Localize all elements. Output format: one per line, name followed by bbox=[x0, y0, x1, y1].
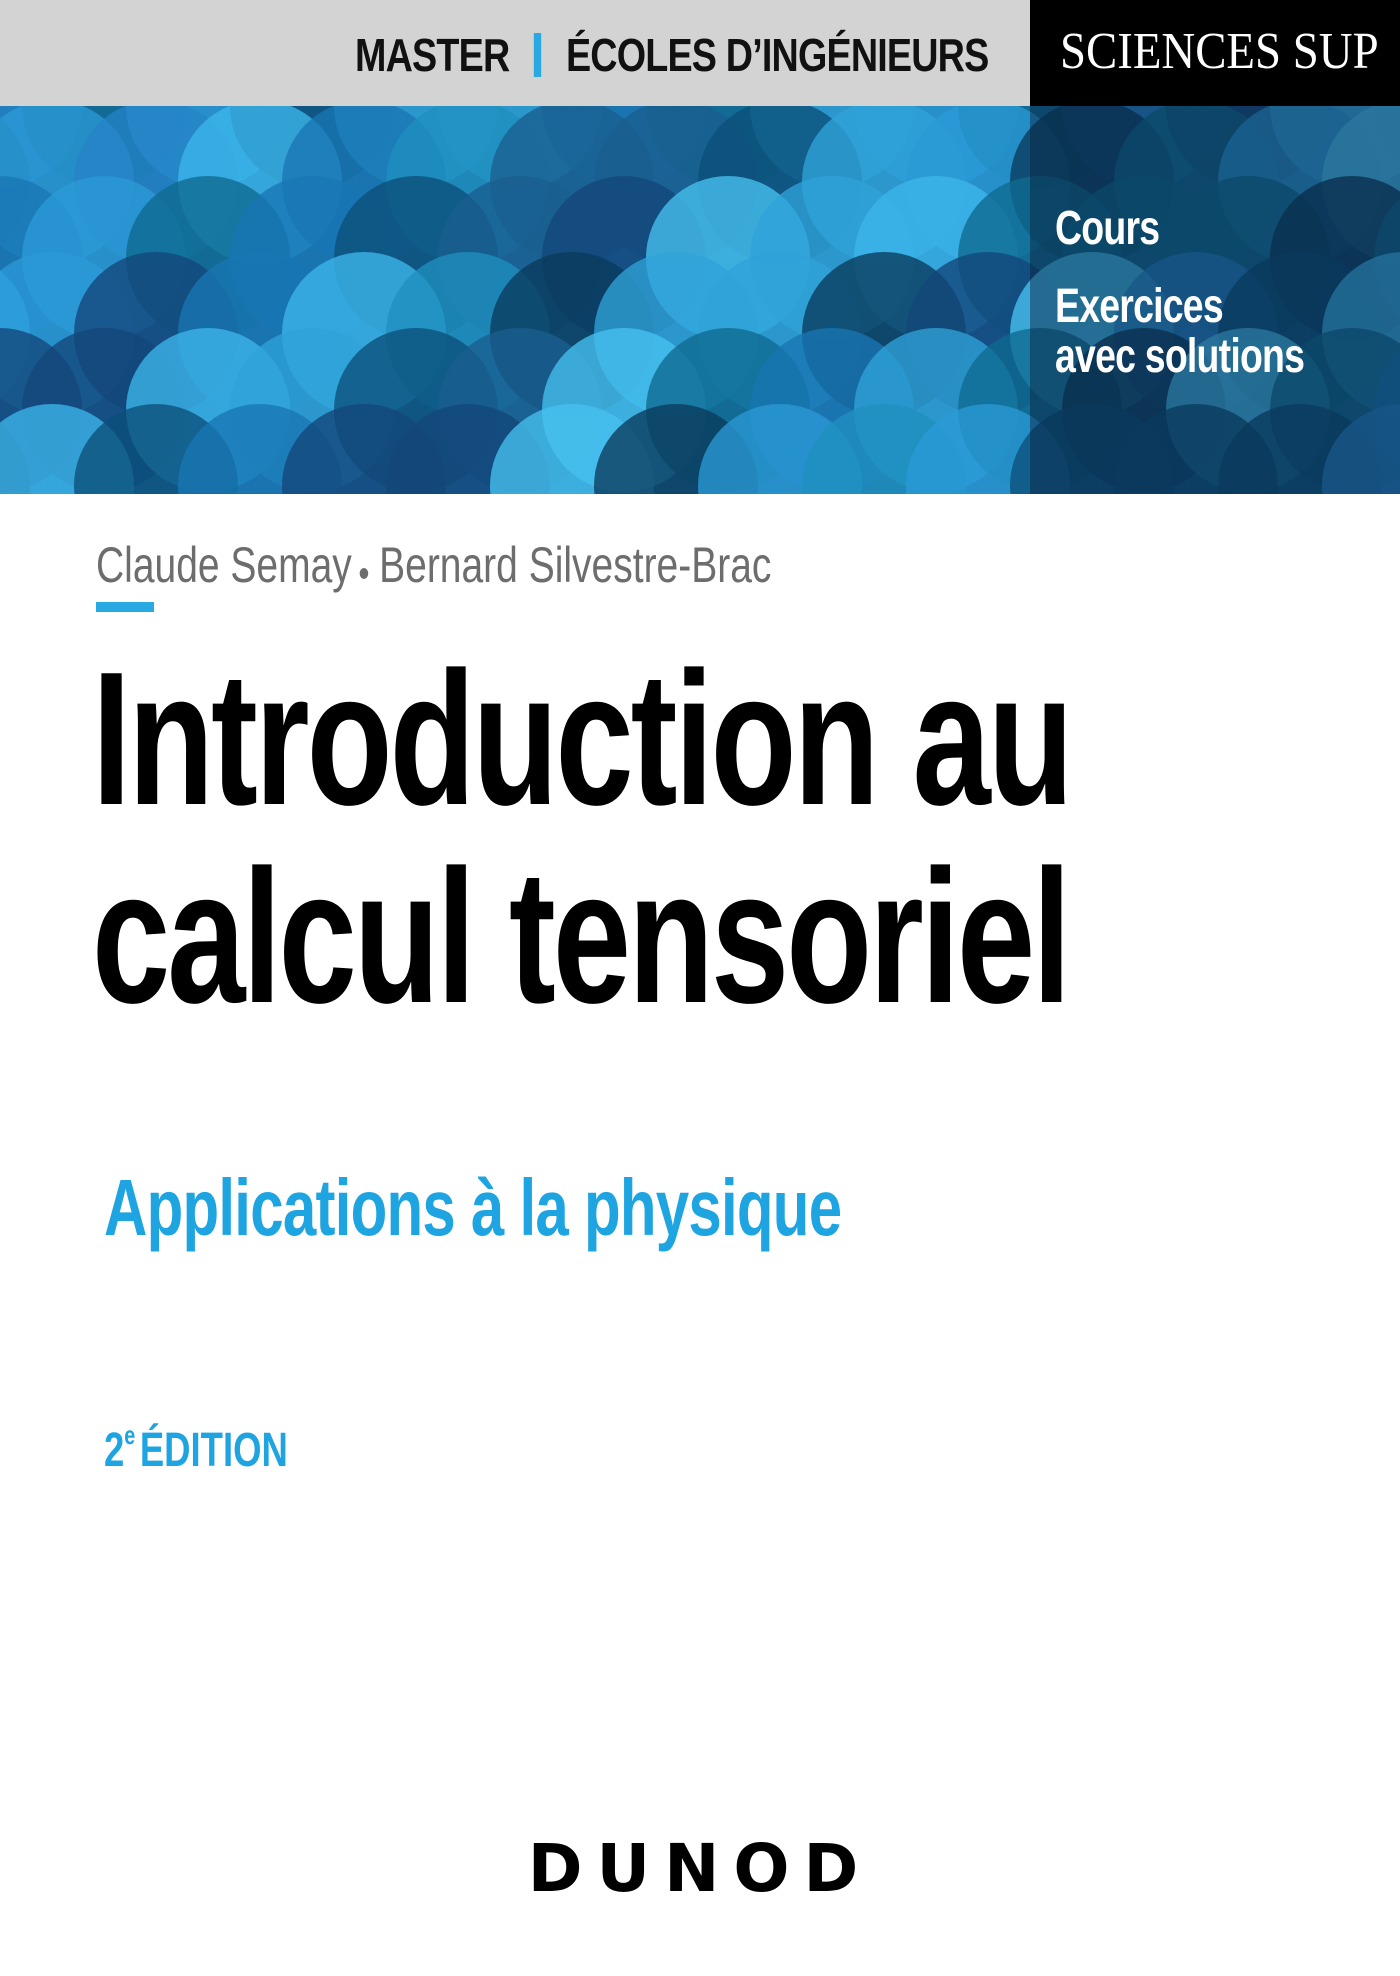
audience-label: ÉCOLES D’INGÉNIEURS bbox=[565, 29, 988, 81]
author-separator bbox=[360, 568, 369, 579]
pattern-band bbox=[0, 106, 1400, 494]
title-line-1: Introduction au bbox=[92, 633, 1071, 845]
author-2: Bernard Silvestre-Brac bbox=[379, 537, 772, 593]
book-title bbox=[92, 633, 1071, 1043]
authors bbox=[96, 536, 771, 594]
edition-label: ÉDITION bbox=[139, 1424, 288, 1477]
level-label: MASTER bbox=[354, 29, 509, 81]
feature-exercices: Exercices bbox=[1055, 280, 1223, 333]
publisher-logo: DUNOD bbox=[527, 1830, 873, 1907]
author-underline bbox=[96, 602, 154, 612]
series-label: SCIENCES SUP bbox=[1060, 23, 1379, 80]
author-1: Claude Semay bbox=[96, 537, 352, 593]
audience-line bbox=[355, 28, 988, 82]
edition bbox=[104, 1420, 288, 1478]
book-subtitle: Applications à la physique bbox=[104, 1163, 842, 1252]
title-line-2: calcul tensoriel bbox=[92, 831, 1069, 1043]
feature-cours: Cours bbox=[1055, 202, 1160, 255]
edition-number: 2 bbox=[104, 1424, 125, 1477]
header-separator bbox=[534, 33, 541, 77]
features-list bbox=[1055, 204, 1374, 382]
feature-solutions: avec solutions bbox=[1055, 330, 1305, 383]
series-box bbox=[1030, 0, 1400, 106]
header-bar bbox=[0, 0, 1030, 106]
edition-suffix: e bbox=[124, 1420, 136, 1450]
